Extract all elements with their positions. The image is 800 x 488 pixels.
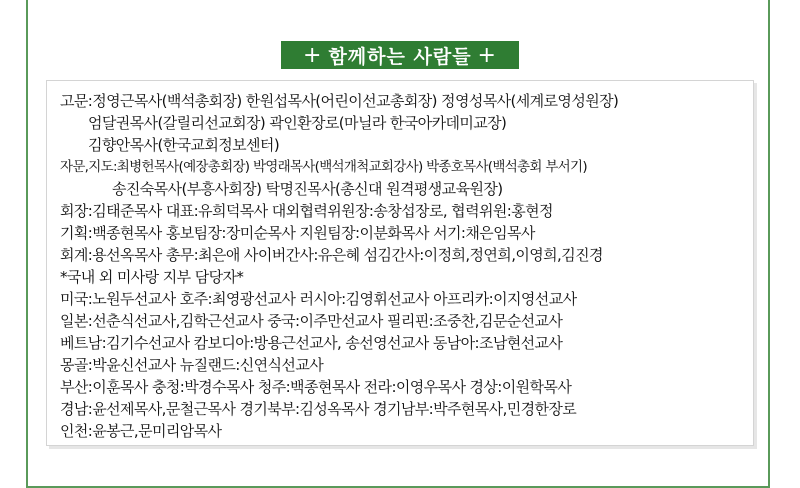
consultants-line: 자문,지도:최병헌목사(예장총회장) 박영래목사(백석개척교회강사) 박종호목사(백석총회 부서기) — [60, 159, 587, 175]
member-list — [60, 90, 750, 442]
branch-line: 경남:윤선제목사,문철근목사 경기북부:김성옥목사 경기남부:박주현목사,민경한장로 — [60, 400, 577, 418]
branch-line: 인천:윤봉근,문미리암목사 — [60, 422, 222, 440]
plus-left-icon: + — [303, 42, 323, 68]
officers-line: 기획:백종현목사 홍보팀장:장미순목사 지원팀장:이분화목사 서기:채은임목사 — [60, 224, 535, 242]
officers-line: 회계:용선옥목사 총무:최은애 사이버간사:유은혜 섬김간사:이정희,정연희,이영희,김진경 — [60, 246, 603, 264]
branch-line: 부산:이훈목사 충청:박경수목사 청주:백종현목사 전라:이영우목사 경상:이원학목사 — [60, 378, 572, 396]
title-banner — [281, 41, 519, 69]
advisors-line: 엄달권목사(갈릴리선교회장) 곽인환장로(마닐라 한국아카데미교장) — [88, 114, 507, 132]
branch-line: 베트남:김기수선교사 캄보디아:방용근선교사, 송선영선교사 동남아:조남현선교사 — [60, 334, 563, 352]
plus-right-icon: + — [477, 42, 497, 68]
branch-line: 몽골:박윤신선교사 뉴질랜드:신연식선교사 — [60, 356, 324, 374]
consultants-line: 송진숙목사(부흥사회장) 탁명진목사(총신대 원격평생교육원장) — [112, 180, 503, 198]
section-title: 함께하는 사람들 — [328, 45, 472, 68]
advisors-line: 고문:정영근목사(백석총회장) 한원섭목사(어린이선교총회장) 정영성목사(세계로영성원장) — [60, 92, 619, 110]
branch-line: 미국:노원두선교사 호주:최영광선교사 러시아:김영휘선교사 아프리카:이지영선교사 — [60, 290, 577, 308]
branch-heading: *국내 외 미사랑 지부 담당자* — [60, 268, 244, 286]
branch-line: 일본:선춘식선교사,김학근선교사 중국:이주만선교사 필리핀:조중찬,김문순선교사 — [60, 312, 563, 330]
officers-line: 회장:김태준목사 대표:유희덕목사 대외협력위원장:송창섭장로, 협력위원:홍현정 — [60, 202, 553, 220]
advisors-line: 김향안목사(한국교회정보센터) — [88, 136, 280, 154]
